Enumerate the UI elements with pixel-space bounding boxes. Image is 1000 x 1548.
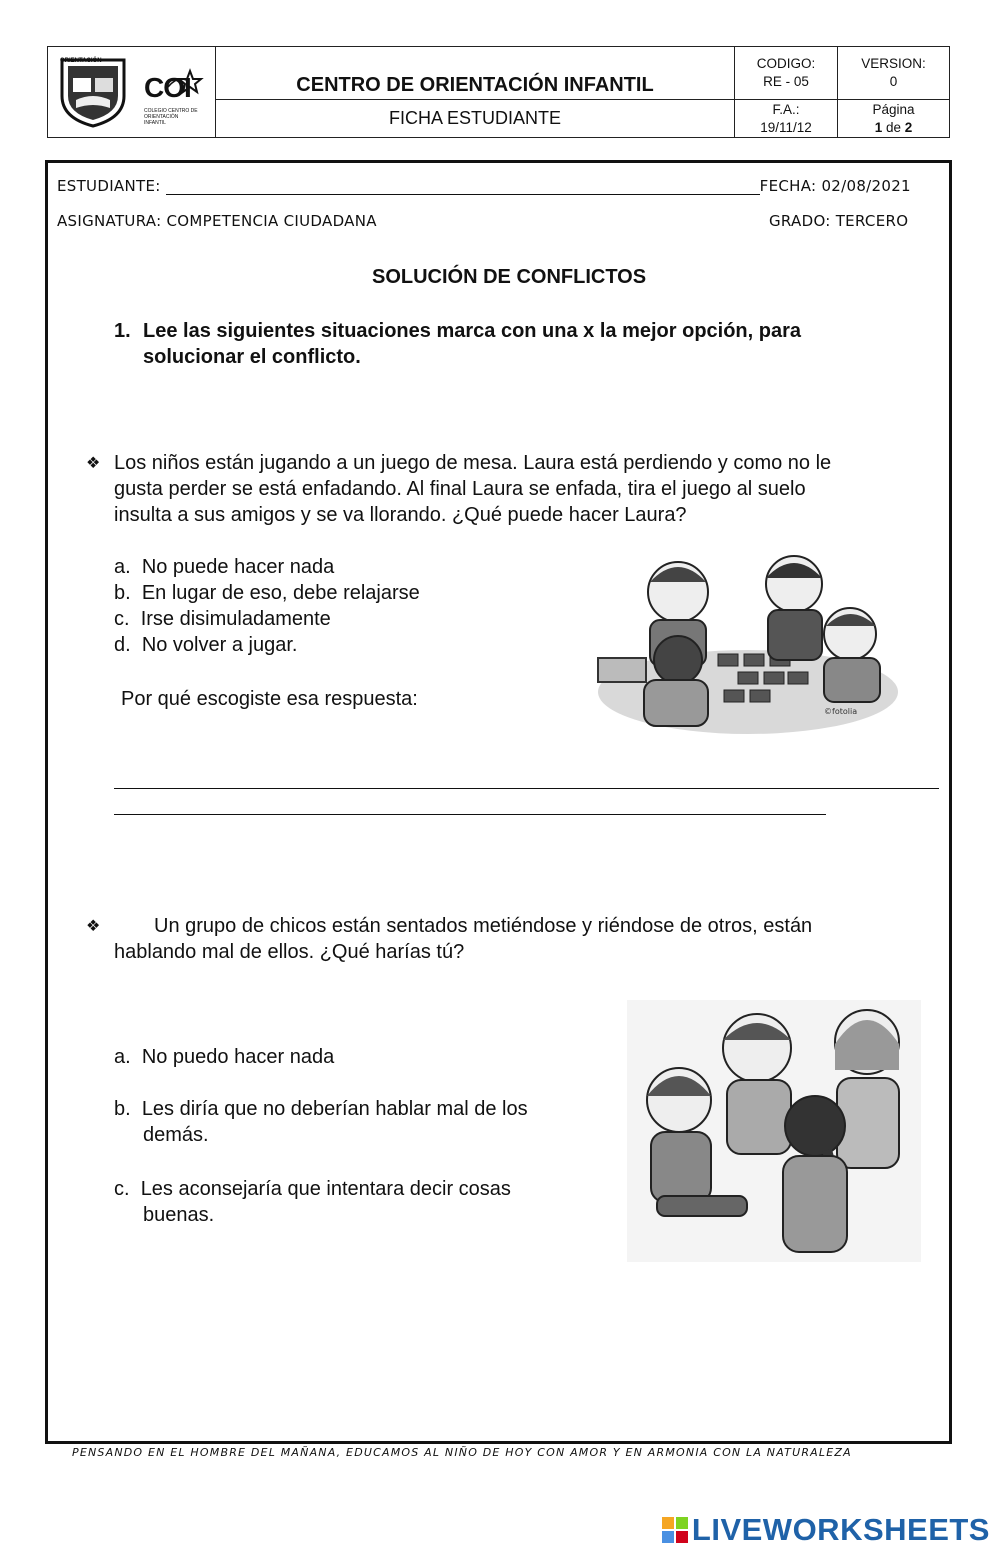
codigo-value: RE - 05 [763,74,809,89]
situation1-line-1: Los niños están jugando a un juego de mesa. Laura está perdiendo y como no le [114,452,832,474]
situation1-option-a[interactable]: a. No puede hacer nada [114,556,335,578]
situation2-option-c-continuation: buenas. [143,1204,215,1226]
liveworksheets-wordmark: LIVEWORKSHEETS [691,1512,990,1547]
page-cell [838,100,949,137]
footer-motto: PENSANDO EN EL HOMBRE DEL MAÑANA, EDUCAMOS AL NIÑO DE HOY CON AMOR Y EN ARMONIA CON LA NATURALEZA [72,1446,852,1459]
date-label: FECHA: 02/08/2021 [759,177,911,195]
logo-top-text: ORIENTACIÓN [60,58,102,64]
fa-cell [735,100,838,137]
situation1-option-b[interactable]: b. En lugar de eso, debe relajarse [114,582,420,604]
why-question: Por qué escogiste esa respuesta: [121,688,418,710]
children-board-game-illustration [588,542,900,738]
situation2-option-a[interactable]: a. No puedo hacer nada [114,1046,335,1068]
version-value: 0 [889,74,898,89]
fa-label: F.A.: [772,101,800,117]
page-number: 1 de 2 [874,119,913,135]
sheet-subtitle: FICHA ESTUDIANTE [216,100,735,137]
grade-label: GRADO: TERCERO [769,212,909,230]
answer-line-1[interactable] [114,788,939,789]
instruction-line-2: solucionar el conflicto. [143,346,361,368]
situation2-line-2: hablando mal de ellos. ¿Qué harías tú? [114,941,465,963]
student-name-input[interactable] [166,180,760,195]
bullet-diamond-icon: ❖ [86,918,101,935]
situation1-option-d[interactable]: d. No volver a jugar. [114,634,298,656]
situation2-line-1: Un grupo de chicos están sentados metiéndose y riéndose de otros, están [154,915,813,937]
school-crest-icon [56,56,130,128]
version-cell [838,47,949,100]
codigo-cell [735,47,838,100]
situation2-option-b-continuation: demás. [143,1124,209,1146]
liveworksheets-brand[interactable] [662,1512,990,1548]
fotolia-watermark: ©fotolia [824,707,858,716]
institution-title: CENTRO DE ORIENTACIÓN INFANTIL [216,47,735,100]
situation2-option-c[interactable]: c. Les aconsejaría que intentara decir cosas [114,1178,511,1200]
logo-mark: COI [144,72,191,103]
student-field [57,177,911,195]
answer-line-2[interactable] [114,814,826,815]
student-label: ESTUDIANTE: [57,177,161,195]
situation2-option-b[interactable]: b. Les diría que no deberían hablar mal de los [114,1098,528,1120]
situation1-option-c[interactable]: c. Irse disimuladamente [114,608,331,630]
bullet-diamond-icon: ❖ [86,455,101,472]
instruction-number: 1. [114,320,131,342]
codigo-label: CODIGO: [756,56,816,71]
worksheet-title: SOLUCIÓN DE CONFLICTOS [372,266,647,288]
liveworksheets-logo-icon [662,1517,688,1543]
situation1-line-3: insulta a sus amigos y se va llorando. ¿Qué puede hacer Laura? [114,504,687,526]
logo-caption: COLEGIO CENTRO DE ORIENTACIÓN INFANTIL [144,108,198,126]
version-label: VERSION: [861,56,926,71]
children-sitting-circle-illustration [627,1000,921,1262]
situation1-line-2: gusta perder se está enfadando. Al final Laura se enfada, tira el juego al suelo [114,478,806,500]
instruction-line-1: Lee las siguientes situaciones marca con una x la mejor opción, para [143,320,802,342]
page-label: Página [872,101,915,117]
subject-label: ASIGNATURA: COMPETENCIA CIUDADANA [57,212,377,230]
fa-value: 19/11/12 [760,119,812,135]
